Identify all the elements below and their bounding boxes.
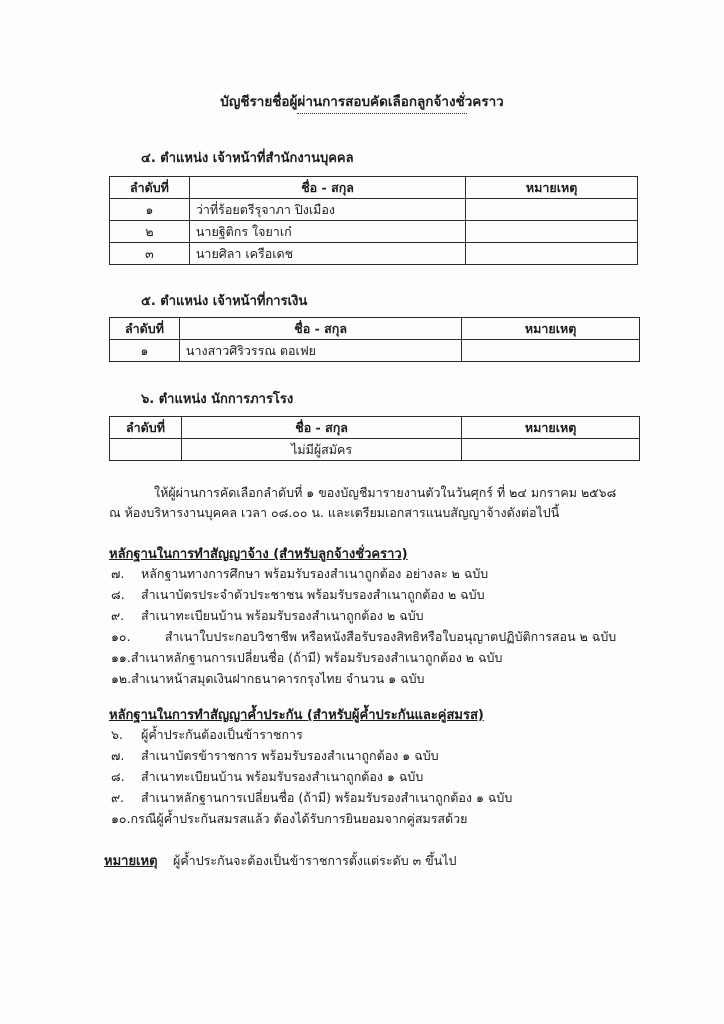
row-remark [466,221,638,243]
section-4-heading: ๔. ตำแหน่ง เจ้าหน้าที่สำนักงานบุคคล [141,151,354,166]
list-item [111,626,616,647]
col-header-remark: หมายเหตุ [462,417,640,439]
col-header-remark: หมายเหตุ [462,318,640,340]
list-item [111,787,512,808]
list-item-text: ผู้ค้ำประกันต้องเป็นข้าราชการ [141,727,303,742]
document-title: บัญชีรายชื่อผู้ผ่านการสอบคัดเลือกลูกจ้างชั่วคราว [220,94,504,110]
row-number: ๒ [110,221,190,243]
list-item-number: ๙. [111,608,125,623]
row-remark [466,199,638,221]
list-item [111,668,616,689]
row-number [110,439,182,461]
list-item [111,605,616,626]
list-item-number: ๘. [111,769,125,784]
table-row [110,243,638,265]
col-header-number: ลำดับที่ [110,177,190,199]
row-name: ไม่มีผู้สมัคร [181,439,461,461]
contract-docs-list [111,563,616,689]
list-item-number: ๑๐. [111,811,131,826]
col-header-name: ชื่อ - สกุล [181,417,461,439]
row-name: นายฐิติกร ใจยาเก๋ [189,221,465,243]
table-header-row [110,177,638,199]
section-4-table [109,176,638,265]
list-item-number: ๖. [111,727,123,742]
row-remark [466,243,638,265]
section-5-heading: ๕. ตำแหน่ง เจ้าหน้าที่การเงิน [141,294,308,309]
section-6-heading: ๖. ตำแหน่ง นักการภารโรง [141,392,294,407]
table-row [110,199,638,221]
list-item-number: ๗. [111,748,125,763]
list-item-number: ๗. [111,566,125,581]
row-name: นางสาวศิริวรรณ ตอเฟย [179,340,461,362]
note-text: ผู้ค้ำประกันจะต้องเป็นข้าราชการตั้งแต่ระดับ ๓ ขึ้นไป [173,853,457,868]
list-item [111,584,616,605]
list-item-text: สำเนาทะเบียนบ้าน พร้อมรับรองสำเนาถูกต้อง ๒ ฉบับ [141,608,424,623]
col-header-name: ชื่อ - สกุล [189,177,465,199]
report-instruction-line-2: ณ ห้องบริหารงานบุคคล เวลา ๐๘.๐๐ น. และเตรียมเอกสารแนบสัญญาจ้างดังต่อไปนี้ [109,505,560,520]
list-item [111,745,512,766]
table-row [110,221,638,243]
row-name: นายศิลา เครือเดช [189,243,465,265]
row-name: ว่าที่ร้อยตรีรุจาภา ปิงเมือง [189,199,465,221]
section-6-table [109,416,640,461]
table-row [110,340,640,362]
table-row [110,439,640,461]
list-item [111,766,512,787]
list-item-text: สำเนาทะเบียนบ้าน พร้อมรับรองสำเนาถูกต้อง ๑ ฉบับ [141,769,424,784]
list-item-text: สำเนาบัตรข้าราชการ พร้อมรับรองสำเนาถูกต้อง ๑ ฉบับ [141,748,439,763]
list-item [111,808,512,829]
list-item-number: ๑๒. [111,671,132,686]
guarantor-docs-heading: หลักฐานในการทำสัญญาค้ำประกัน (สำหรับผู้ค้ำประกันและคู่สมรส) [109,708,484,723]
col-header-number: ลำดับที่ [110,417,182,439]
guarantor-docs-list [111,724,512,829]
row-remark [462,439,640,461]
row-remark [462,340,640,362]
list-item-text: หลักฐานทางการศึกษา พร้อมรับรองสำเนาถูกต้อง อย่างละ ๒ ฉบับ [141,566,489,581]
col-header-number: ลำดับที่ [110,318,180,340]
list-item-text: สำเนาบัตรประจำตัวประชาชน พร้อมรับรองสำเนาถูกต้อง ๒ ฉบับ [141,587,485,602]
list-item-text: สำเนาหน้าสมุดเงินฝากธนาคารกรุงไทย จำนวน ๑ ฉบับ [131,671,425,686]
list-item-number: ๑๐. [111,629,131,644]
list-item-text: สำเนาใบประกอบวิชาชีพ หรือหนังสือรับรองสิทธิหรือใบอนุญาตปฏิบัติการสอน ๒ ฉบับ [141,629,617,644]
list-item [111,563,616,584]
row-number: ๑ [110,340,180,362]
table-header-row [110,318,640,340]
list-item [111,724,512,745]
list-item-text: สำเนาหลักฐานการเปลี่ยนชื่อ (ถ้ามี) พร้อมรับรองสำเนาถูกต้อง ๒ ฉบับ [130,650,503,665]
contract-docs-heading: หลักฐานในการทำสัญญาจ้าง (สำหรับลูกจ้างชั่วคราว) [109,547,408,562]
list-item-number: ๘. [111,587,125,602]
col-header-remark: หมายเหตุ [466,177,638,199]
note-label: หมายเหตุ [104,854,158,869]
col-header-name: ชื่อ - สกุล [179,318,461,340]
list-item-number: ๑๑. [111,650,131,665]
table-header-row [110,417,640,439]
section-5-table [109,317,640,362]
title-dotted-line [297,113,467,114]
list-item-text: กรณีผู้ค้ำประกันสมรสแล้ว ต้องได้รับการยินยอมจากคู่สมรสด้วย [130,811,468,826]
row-number: ๓ [110,243,190,265]
list-item-text: สำเนาหลักฐานการเปลี่ยนชื่อ (ถ้ามี) พร้อมรับรองสำเนาถูกต้อง ๑ ฉบับ [141,790,513,805]
row-number: ๑ [110,199,190,221]
report-instruction-line-1: ให้ผู้ผ่านการคัดเลือกลำดับที่ ๑ ของบัญชีมารายงานตัวในวันศุกร์ ที่ ๒๔ มกราคม ๒๕๖๘ [154,485,617,500]
list-item [111,647,616,668]
list-item-number: ๙. [111,790,125,805]
